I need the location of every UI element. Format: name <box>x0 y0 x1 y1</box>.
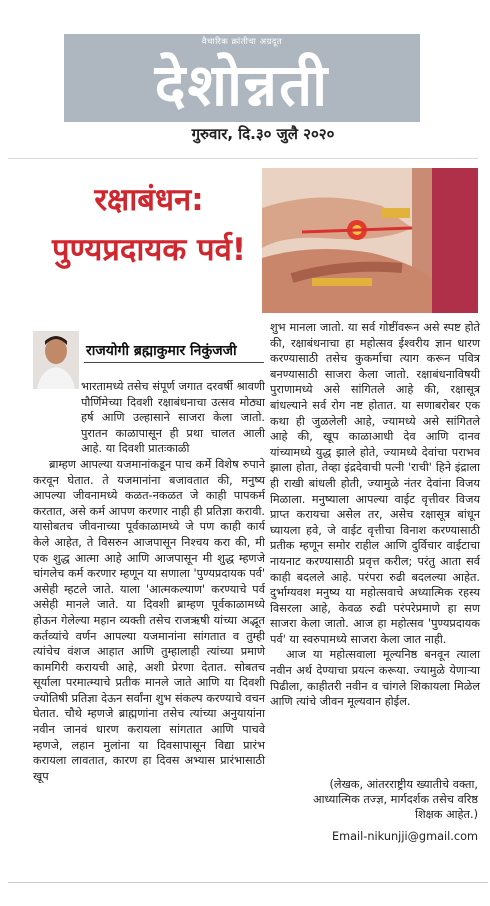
article-paragraph: भारतामध्ये तसेच संपूर्ण जगात दरवर्षी श्रावणी पौर्णिमेच्या दिवशी रक्षाबंधनाचा उत्सव मोठ्या हर्ष आणि उल्हासाने साजरा केला जातो. पुरातन काळापासून ही प्रथा चालत आली आहे. या दिवशी प्रातःकाळी <box>81 380 265 456</box>
article-paragraph: ब्राम्हण आपल्या यजमानांकडून पाच कर्मे विशेष रुपाने करवून घेतात. ते यजमानांना बजावतात की, मनुष्य आपल्या जीवनामध्ये कळत-नकळत जे काही पापकर्म करतात, असे कर्म आपण करणार नाही ही प्रतिज्ञा करावी. यासोबतच जीवनाच्या पूर्वकाळामध्ये जे पण काही कार्य केले आहेत, ते विसरुन आजपासून निश्चय करा की, मी एक शुद्ध आत्मा आहे आणि आजपासून मी शुद्ध म्हणजे चांगलेच कर्म करणार म्हणून या सणाला 'पुण्यप्रदायक पर्व' असेही म्हटले जाते. याला 'आत्मकल्याण' करण्याचे पर्व असेही मानले जाते. या दिवशी ब्राम्हण पूर्वकाळामध्ये होऊन गेलेल्या महान व्यक्ती तसेच राजऋषी यांच्या अद्भूत कर्तव्यांचे वर्णन आपल्या यजमानांना सांगतात व तुम्ही त्यांचेच वंशज आहात आणि तुम्हालाही त्यांच्या प्रमाणे कामगिरी करायची आहे, अशी प्रेरणा देतात. सोबतच सूर्याला परमात्म्याचे प्रतीक मानले जाते आणि या दिवशी ज्योतिषी प्रतिज्ञा देऊन सर्वांना शुभ संकल्प करण्याचे वचन घेतात. चौथे म्हणजे ब्राह्मणांना तसेच त्यांच्या अनुयायांना नवीन जानवं धारण करायला सांगतात आणि पाचवे म्हणजे, लहान मुलांना या दिवसापासून विद्या प्रारंभ करायला लावतात, कारण हा दिवस अभ्यास प्रारंभासाठी खूप <box>33 457 265 783</box>
headline <box>34 175 264 275</box>
article-paragraph: शुभ मानला जातो. या सर्व गोष्टींवरून असे स्पष्ट होते की, रक्षाबंधनाचा हा महोत्सव ईश्वरीय ज्ञान धारण करण्यासाठी तसेच कुकर्माचा त्याग करून पवित्र बनण्यासाठी साजरा केला जातो. रक्षाबंधनाविषयी पुराणामध्ये असे सांगितले आहे की, रक्षासूत्र बांधल्याने सर्व रोग नष्ट होतात. या सणाबरोबर एक कथा ही जुळलेली आहे, ज्यामध्ये असे सांगितले आहे की, खूप काळाआधी देव आणि दानव यांच्यामध्ये युद्ध झाले होते, ज्यामध्ये देवांचा पराभव झाला होता, तेव्हा इंद्रदेवाची पत्नी 'राची' हिने इंद्राला ही राखी बांधली होती, ज्यामुळे नंतर देवांना विजय मिळाला. मनुष्याला आपल्या वाईट वृत्तीवर विजय प्राप्त करायचा असेल तर, असेच रक्षासूत्र बांधून घ्यायला हवे, जे वाईट वृत्तीचा विनाश करण्यासाठी प्रतीक म्हणून समोर राहील आणि दुर्विचार वाईटाचा नायनाट करण्यासाठी प्रवृत्त करील; परंतु आता सर्व काही बदलले आहे. परंपरा रुढी बदलल्या आहेत. दुर्भाग्यवश मनुष्य या महोत्सवाचे अध्यात्मिक रहस्य विसरला आहे, केवळ रुढी परंपरेप्रमाणे हा सण साजरा केला जातो. आज हा महोत्सव 'पुण्यप्रदायक पर्व' या स्वरुपामध्ये साजरा केला जात नाही. <box>270 321 480 646</box>
author-email: Email-nikunjji@gmail.com <box>331 830 478 843</box>
author-credentials: (लेखक, आंतरराष्ट्रीय ख्यातीचे वक्ता, आध्यात्मिक तज्ज्ञ, मार्गदर्शक तसेच वरिष्ठ शिक्षक आहेत.) <box>312 778 478 821</box>
headline-line2: पुण्यप्रदायक पर्व! <box>51 232 246 268</box>
byline-divider <box>84 362 264 363</box>
article-column-left <box>33 379 265 784</box>
masthead-tagline: वैचारिक क्रांतीचा अग्रदूत <box>201 37 283 47</box>
headline-line1: रक्षाबंधन: <box>94 182 204 218</box>
dateline: गुरुवार, दि.३० जुलै २०२० <box>191 125 335 143</box>
article-paragraph: आज या महोत्सवाला मूल्यनिष्ठ बनवून त्याला नवीन अर्थ देण्याचा प्रयत्न करूया. ज्यामुळे येणाऱ्या पिढीला, काहीतरी नवीन व चांगले शिकायला मिळेल आणि त्यांचे जीवन मूल्यवान होईल. <box>270 648 480 709</box>
top-divider <box>8 158 478 159</box>
rakhi-tying-photo <box>262 168 478 313</box>
author-name: राजयोगी ब्रह्माकुमार निकुंजजी <box>86 343 237 359</box>
article-column-right <box>270 320 480 710</box>
bottom-divider <box>8 882 488 883</box>
masthead-brand: देशोन्नती <box>154 51 330 119</box>
masthead <box>64 34 420 122</box>
